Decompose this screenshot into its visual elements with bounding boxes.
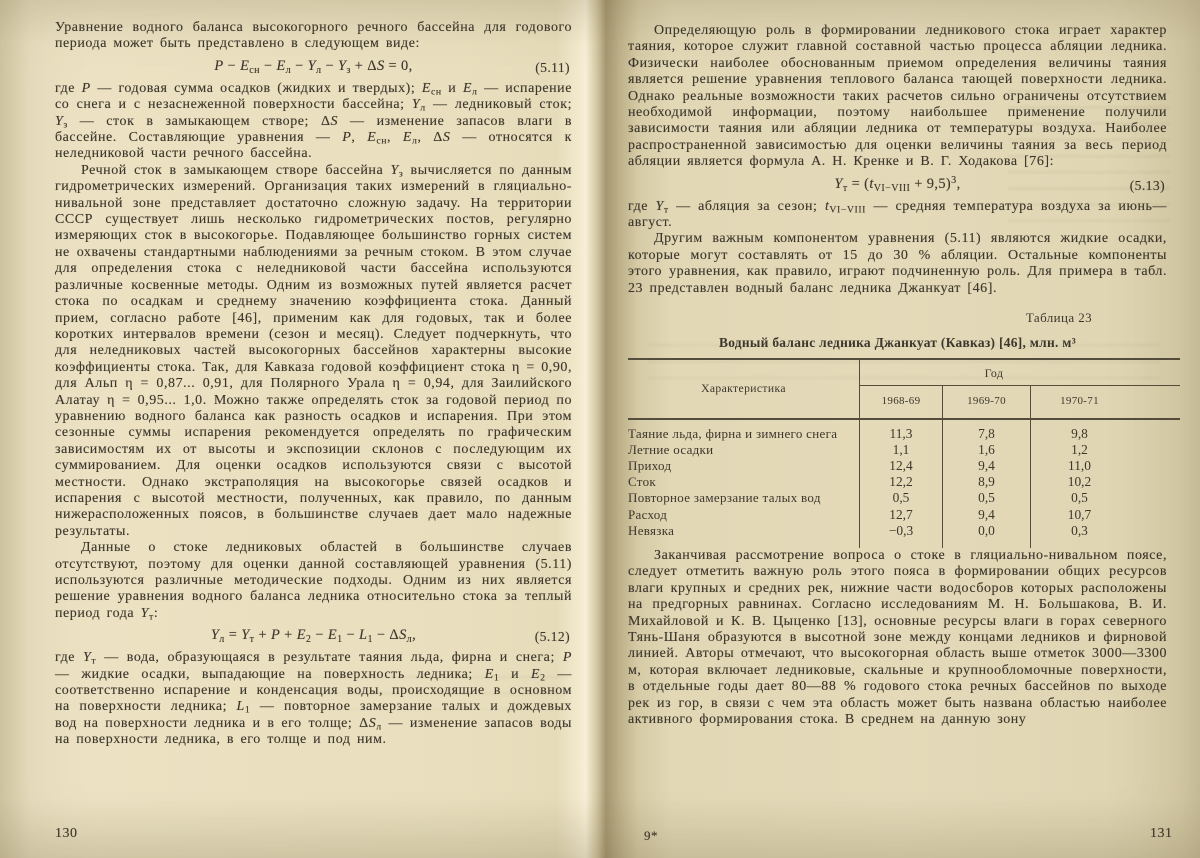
paragraph: Другим важным компонентом уравнения (5.11) являются жидкие осадки, которые могут составлять от 15 до 30 % абляции. Остальные компоненты этого уравнения, как правило, играют подчиненную роль. Для примера в табл. 23 представлен водный баланс ледника Джанкуат [46]. — [628, 231, 1167, 296]
table-row-label: Приход — [628, 458, 860, 474]
table-row-label: Невязка — [628, 523, 860, 539]
table-rule-extension — [860, 539, 943, 548]
table-cell: 12,7 — [860, 507, 943, 523]
paragraph: Данные о стоке ледниковых областей в большинстве случаев отсутствуют, поэтому для оценки данной составляющей уравнения (5.11) используются различные методические подходы. Одним из них является решение уравнения водного баланса ледника относительно стока за теплый период года $Y_т$: — [55, 540, 572, 623]
paragraph: Уравнение водного баланса высокогорного речного бассейна для годового периода может быть представлено в следующем виде: — [55, 20, 572, 52]
signature-mark: 9* — [644, 828, 658, 843]
table-group-header: Год — [860, 360, 1180, 386]
table-cell: 11,3 — [860, 420, 943, 442]
table-cell: 9,8 — [1071, 425, 1088, 441]
table-row-label: Повторное замерзание талых вод — [628, 490, 860, 506]
paragraph: где $Y_т$ — вода, образующаяся в результате таяния льда, фирна и снега; P — жидкие осадки, выпадающие на поверхность ледника; $E_1$ и $E_2$ — соответственно испарение и конденсация воды, происходящие в основном на поверхности ледника; $L_1$ — повторное замерзание талых и дождевых вод на поверхности ледника и в его толще; $\Delta S_л$ — изменение запасов воды на поверхности ледника, в его толще и под ним. — [55, 650, 572, 748]
table-cell: 7,8 — [943, 420, 1031, 442]
paragraph: где $Y_т$ — абляция за сезон; $t_{VI-VIII}$ — средняя температура воздуха за июнь—август. — [628, 198, 1168, 231]
table-row-label: Таяние льда, фирна и зимнего снега — [628, 420, 860, 442]
equation-number: (5.12) — [534, 629, 570, 645]
table-cell: 9,4 — [943, 458, 1031, 474]
equation-5-11 — [55, 58, 572, 75]
table-cell: −0,3 — [860, 523, 943, 539]
table-cell: 12,4 — [860, 458, 943, 474]
table-row-label: Летние осадки — [628, 442, 860, 458]
water-balance-table — [628, 358, 1180, 548]
table-cell: 11,0 — [1068, 457, 1091, 473]
table-cell: 12,2 — [860, 474, 943, 490]
equation-formula: $Y_л = Y_т + P + E_2 - E_1 - L_1 - \Delta S_л$, — [210, 627, 417, 646]
equation-number: (5.13) — [1129, 177, 1165, 193]
page-number-left: 130 — [55, 826, 78, 841]
table-cell: 0,0 — [943, 523, 1031, 539]
table-corner-header: Характеристика — [628, 360, 860, 417]
table-cell: 0,3 — [1071, 522, 1088, 538]
table-cell: 1,6 — [943, 442, 1031, 458]
table-cell: 0,5 — [1071, 490, 1088, 506]
left-page — [55, 20, 572, 749]
table-column-header: 1970-71 — [1060, 395, 1099, 408]
table-header — [628, 358, 1180, 419]
paragraph: Заканчивая рассмотрение вопроса о стоке в гляциально-нивальном поясе, следует отметить важную роль этого пояса в формировании общих ресурсов влаги крупных и средних рек, нижние части водосборов которых расположены на предгорных равнинах. Согласно исследованиям М. Н. Большакова, В. И. Михайловой и К. В. Цыценко [13], основные ресурсы влаги в горах северного Тянь-Шаня образуются в высотной зоне между концами ледников и фирновой линией. Авторы отмечают, что высокогорная область выше отметок 3000—3300 м, которая включает ледниковые, скальные и крупнообломочные поверхности, в отдельные годы дает 80—88 % годового стока речных бассейнов по выходе рек из гор, в связи с чем эта область может быть названа областью наиболее активного формирования стока. В среднем на данную зону — [628, 547, 1167, 727]
table-column-header: 1969-70 — [943, 386, 1031, 417]
equation-number: (5.11) — [535, 59, 570, 75]
table-column-header: 1968-69 — [860, 386, 943, 417]
table-cell: 8,9 — [943, 474, 1031, 490]
paragraph: где P — годовая сумма осадков (жидких и твердых); $E_{сн}$ и $E_л$ — испарение со снега и с незаснеженной поверхности бассейна; $Y_л$ — ледниковый сток; $Y_з$ — сток в замыкающем створе; ΔS — изменение запасов влаги в бассейне. Составляющие уравнения — P, $E_{сн}$, $E_л$, ΔS — относятся к неледниковой части речного бассейна. — [55, 80, 573, 162]
table-cell: 0,5 — [860, 490, 943, 506]
paragraph: Определяющую роль в формировании ледникового стока играет характер таяния, которое служит главной составной частью процесса абляции ледника. Физически наиболее обоснованным приемом определения величины таяния является решение уравнения теплового баланса тающей поверхности ледника. Однако реальные возможности таких расчетов сильно ограничены отсутствием необходимой информации, поэтому наибольшее применение получили зависимости таяния или абляции ледника от температуры воздуха. Наиболее распространенной зависимостью для оценки величины таяния за весь период абляции является формула А. Н. Кренке и В. Г. Ходакова [76]: — [628, 23, 1167, 170]
table-title: Водный баланс ледника Джанкуат (Кавказ) [46], млн. м³ — [718, 335, 1077, 351]
table-cell: 9,4 — [943, 507, 1031, 523]
equation-formula: $Y_т = (t_{VI-VIII} + 9,5)^3$, — [834, 174, 961, 194]
right-page — [628, 23, 1167, 728]
table-rule-extension — [1031, 539, 1180, 548]
table-caption: Таблица 23 — [1025, 310, 1092, 326]
page-number-right: 131 — [1150, 826, 1173, 841]
table-cell: 1,2 — [1071, 441, 1088, 457]
paragraph: Речной сток в замыкающем створе бассейна $Y_з$ вычисляется по данным гидрометрических измерений. Организация таких измерений в гляциально-нивальной зоне представляет достаточно сложную задачу. На территории СССР существует лишь несколько гидрометрических постов, регулярно измеряющих сток в высокогорье. Подавляющее большинство горных систем не охвачены стандартными наблюдениями за речным стоком. В этом случае для определения стока с неледниковой части бассейна используются различные косвенные методы. Одним из возможных путей является расчет стока по осадкам и среднему значению коэффициента стока. Данный прием, согласно работе [46], применим как для годовых, так и более коротких интервалов времени (сезон и месяц). Следует подчеркнуть, что для неледниковых частей высокогорных бассейнов характерны высокие коэффициенты стока. Так, для Кавказа годовой коэффициент стока η = 0,90, для Альп η = 0,87... 0,91, для Полярного Урала η = 0,94, для Заилийского Алатау η = 0,95... 1,0. Можно также определять сток за годовой период по уравнению водного баланса как разность осадков и испарения. При этом сезонные суммы испарения рекомендуется определять по графическим зависимостям их от высоты и экспозиции склонов с последующим их суммированием. Для оценки осадков используются связи с высотой местности. Однако экстраполяция на высокогорье связей осадков и испарения с высотой местности, полученных, как правило, по данным нижерасположенных поясов, в большинстве случаев дает мало надежные результаты. — [55, 162, 572, 539]
table-row-label: Сток — [628, 474, 860, 490]
table-cell: 10,2 — [1067, 474, 1092, 490]
table-cell: 10,7 — [1067, 506, 1092, 522]
table-cell: 0,5 — [943, 490, 1031, 506]
table-row-label: Расход — [628, 507, 860, 523]
table-rule-extension — [628, 539, 860, 548]
equation-formula: $P - E_{сн} - E_л - Y_л - Y_з + \Delta S = 0$, — [214, 57, 413, 76]
equation-5-13 — [628, 176, 1167, 193]
table-cell: 1,1 — [860, 442, 943, 458]
equation-5-12 — [55, 627, 572, 644]
table-body — [628, 420, 1180, 548]
table-rule-extension — [943, 539, 1031, 548]
